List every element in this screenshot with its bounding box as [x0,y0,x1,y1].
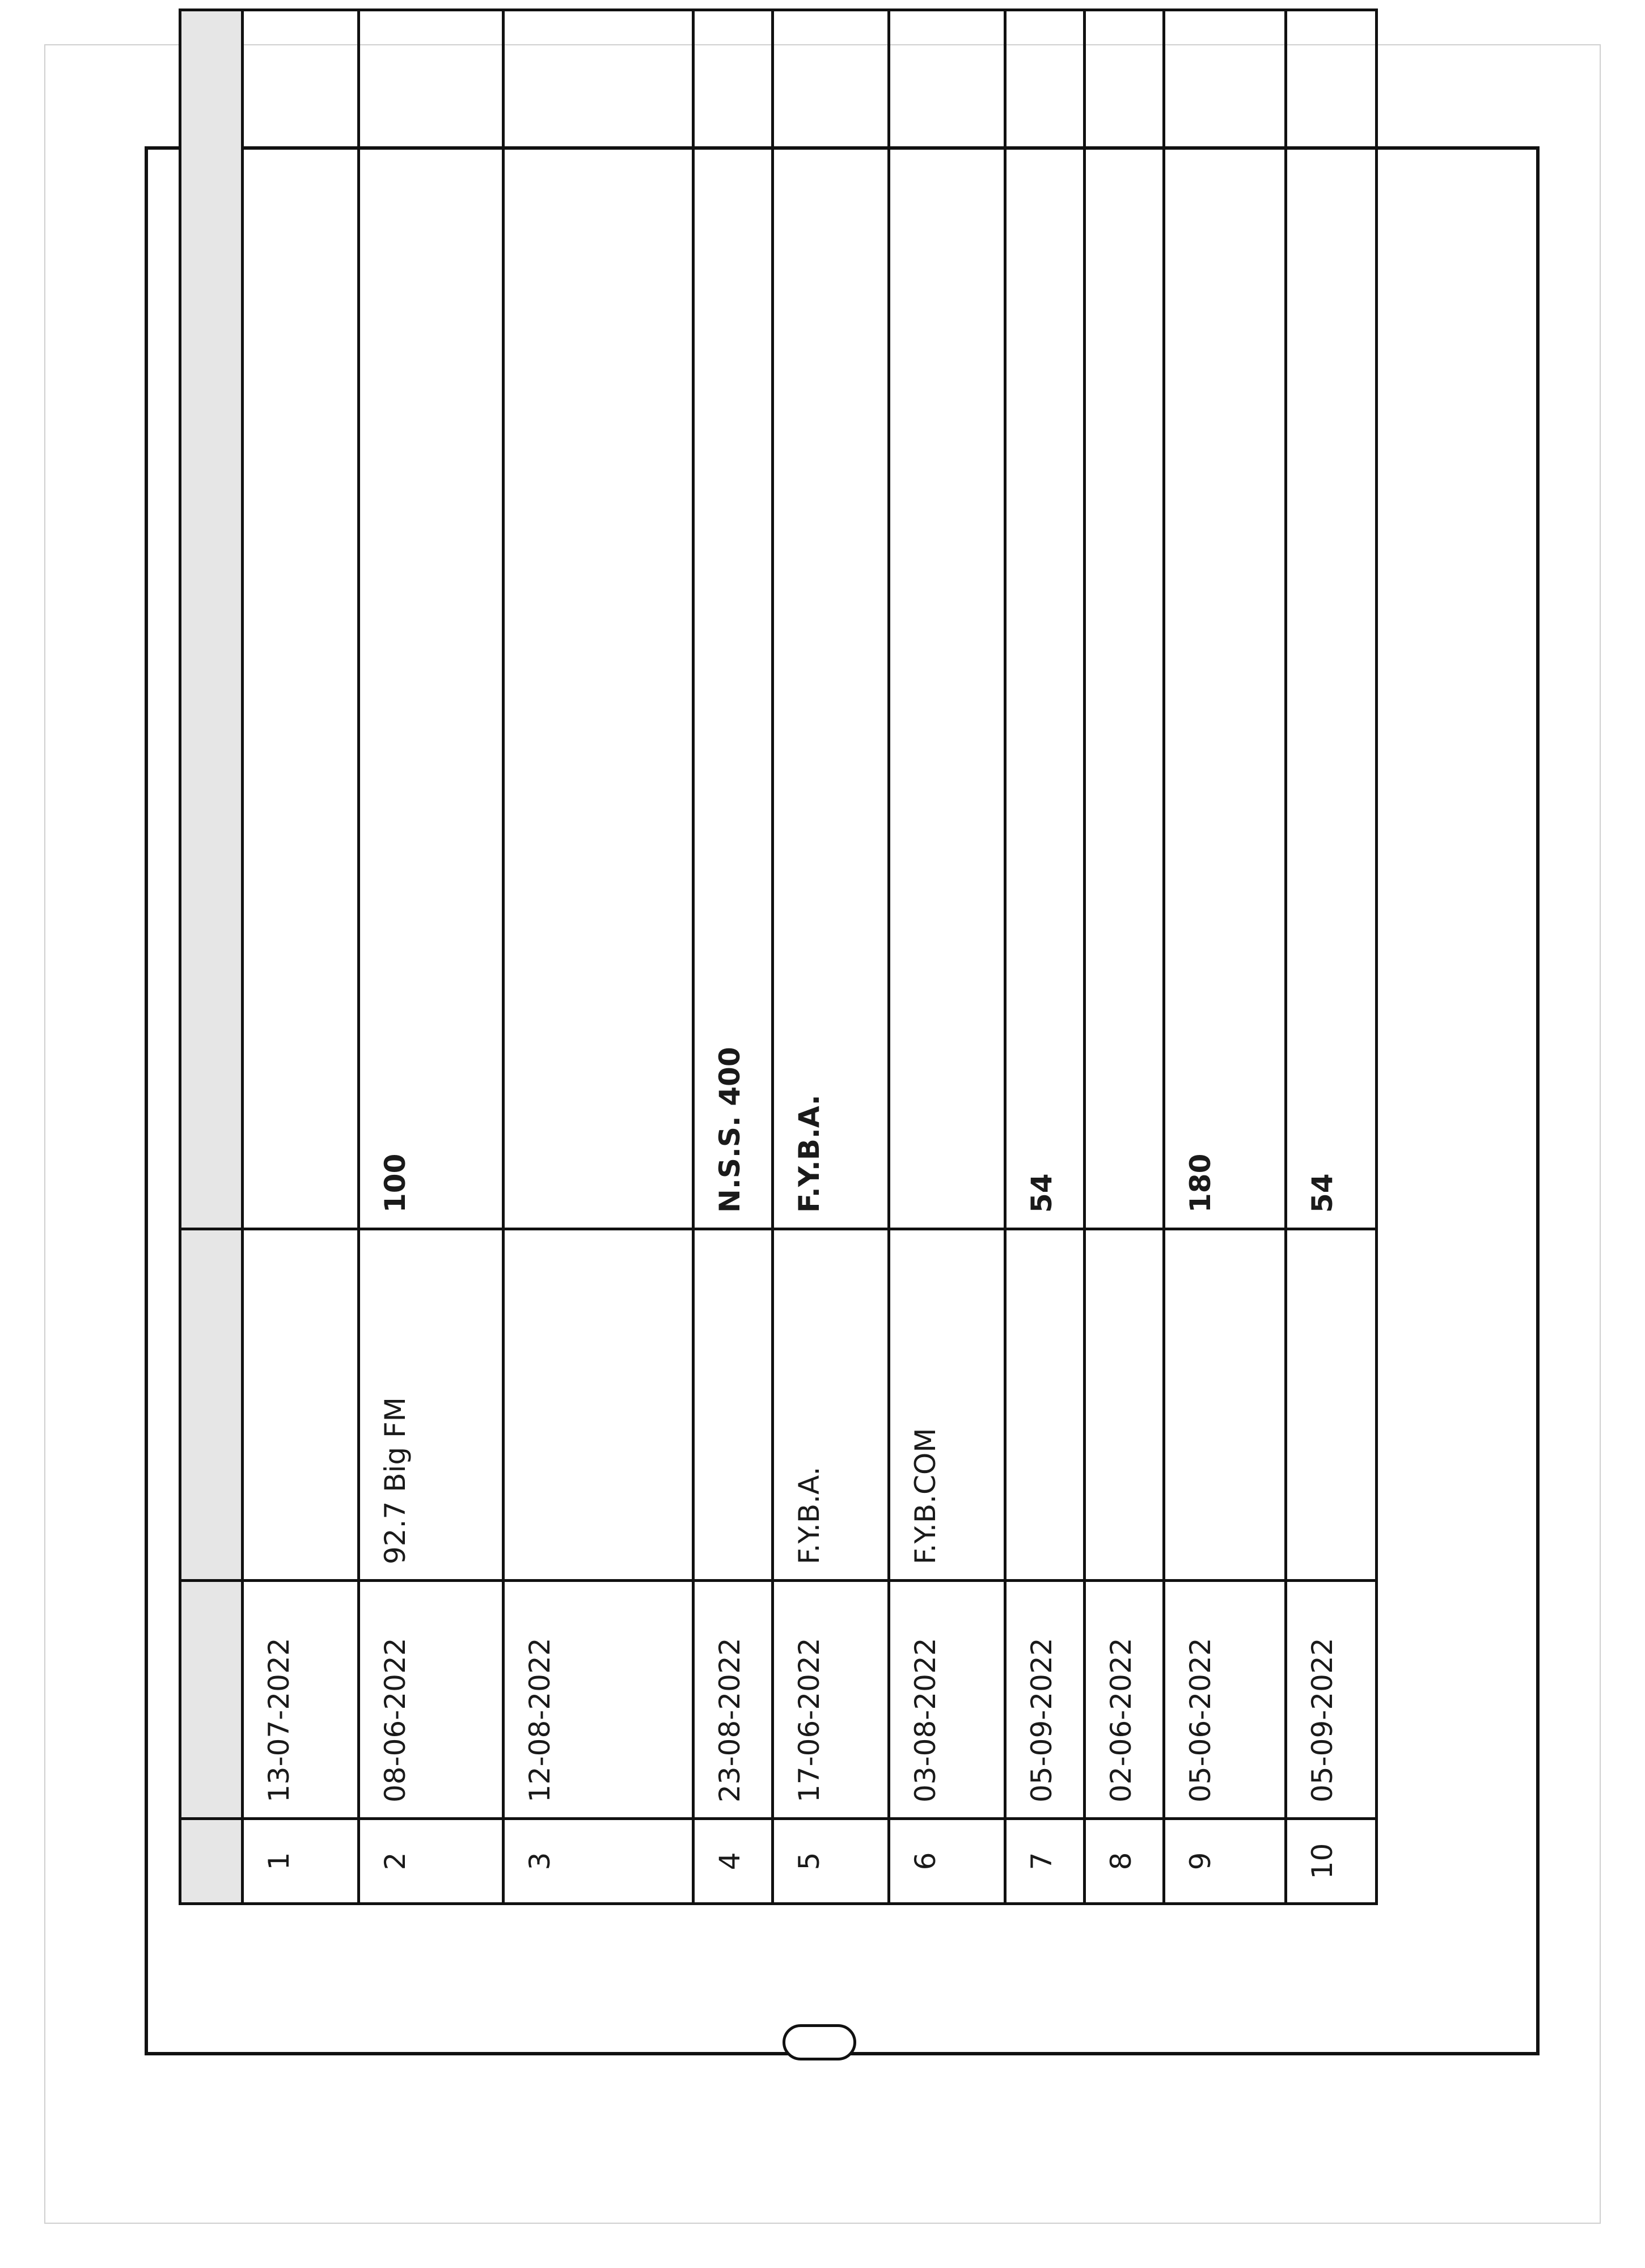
cell-date: 23-08-2022 [693,1581,773,1819]
cell-desc [889,10,1005,1229]
cell-desc [504,10,693,1229]
cell-name [504,1229,693,1581]
document-title [57,11,118,1882]
cell-name [1164,1229,1286,1581]
cell-desc: 54 [1005,10,1085,1229]
table-row [773,10,889,1904]
cell-name: F.Y.B.COM [889,1229,1005,1581]
cell-date: 05-09-2022 [1005,1581,1085,1819]
table-header-row [180,10,243,1904]
table-row [1164,10,1286,1904]
cell-no: 9 [1164,1819,1286,1904]
table-row [889,10,1005,1904]
cell-date: 08-06-2022 [359,1581,504,1819]
activities-table [179,9,1378,1905]
cell-no: 1 [243,1819,359,1904]
table-row [693,10,773,1904]
cell-desc: 54 [1286,10,1377,1229]
page-number-badge [783,2024,856,2060]
cell-no: 3 [504,1819,693,1904]
cell-name [693,1229,773,1581]
header-desc [180,10,243,1229]
cell-no: 7 [1005,1819,1085,1904]
cell-no: 10 [1286,1819,1377,1904]
table-row [504,10,693,1904]
table-row [1005,10,1085,1904]
cell-date: 13-07-2022 [243,1581,359,1819]
cell-date: 03-08-2022 [889,1581,1005,1819]
cell-name [1085,1229,1164,1581]
cell-date: 12-08-2022 [504,1581,693,1819]
cell-date: 02-06-2022 [1085,1581,1164,1819]
cell-date: 17-06-2022 [773,1581,889,1819]
header-no [180,1819,243,1904]
cell-date: 05-09-2022 [1286,1581,1377,1819]
document-subtitle [120,11,172,1882]
cell-desc: 180 [1164,10,1286,1229]
cell-desc [243,10,359,1229]
table-row [1286,10,1377,1904]
cell-no: 2 [359,1819,504,1904]
cell-no: 6 [889,1819,1005,1904]
cell-desc: 100 [359,10,504,1229]
table-row [243,10,359,1904]
table-row [359,10,504,1904]
cell-no: 4 [693,1819,773,1904]
cell-date: 05-06-2022 [1164,1581,1286,1819]
cell-name [1286,1229,1377,1581]
cell-desc: N.S.S. 400 [693,10,773,1229]
rotated-content [57,11,1395,1905]
header-name [180,1229,243,1581]
cell-desc: F.Y.B.A. [773,10,889,1229]
cell-name [1005,1229,1085,1581]
cell-no: 8 [1085,1819,1164,1904]
cell-name [243,1229,359,1581]
cell-no: 5 [773,1819,889,1904]
cell-name: 92.7 Big FM [359,1229,504,1581]
table-row [1085,10,1164,1904]
cell-name: F.Y.B.A. [773,1229,889,1581]
header-date [180,1581,243,1819]
cell-desc [1085,10,1164,1229]
